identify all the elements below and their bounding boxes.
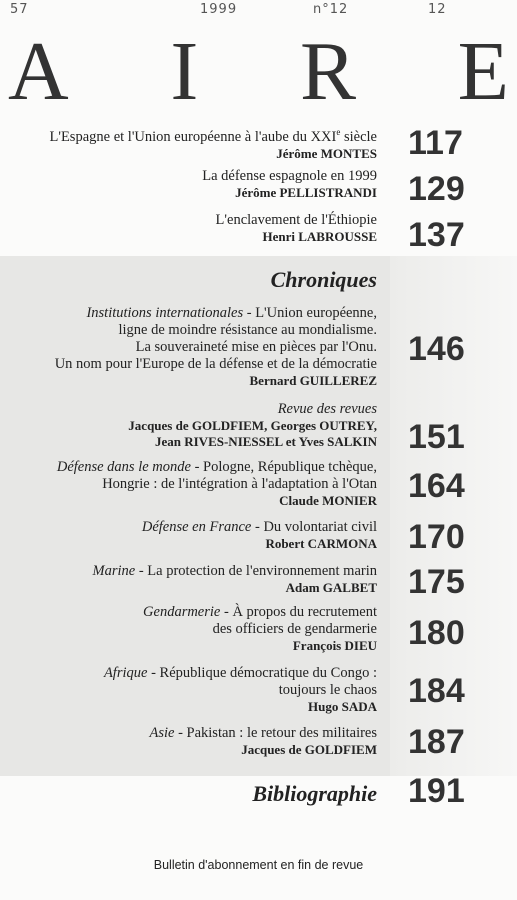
page-number: 146 <box>408 330 465 368</box>
chronique-line: des officiers de gendarmerie <box>212 621 377 637</box>
page-number: 117 <box>408 124 463 162</box>
masthead-letter: E <box>457 25 509 118</box>
chronique-entry[interactable] <box>104 665 377 715</box>
chronique-entry[interactable] <box>55 305 377 389</box>
page-number: 170 <box>408 518 465 556</box>
article-title: La défense espagnole en 1999 <box>202 168 377 184</box>
chronique-author: Robert CARMONA <box>265 536 377 551</box>
page-number: 187 <box>408 723 465 761</box>
article-author: Jérôme MONTES <box>276 145 377 161</box>
chronique-entry[interactable] <box>93 563 377 596</box>
chronique-line: Marine - La protection de l'environnement marin <box>92 563 377 579</box>
chronique-author: Bernard GUILLEREZ <box>249 373 377 388</box>
chronique-line: Défense dans le monde - Pologne, République tchèque, <box>56 459 377 475</box>
masthead-letter: R <box>299 25 356 118</box>
page-number: 137 <box>408 216 465 254</box>
article-title: L'enclavement de l'Éthiopie <box>215 212 377 228</box>
article-title: L'Espagne et l'Union européenne à l'aube du XXIe siècle <box>49 127 377 145</box>
handwritten-note: n°12 <box>313 2 349 17</box>
chronique-line: Institutions internationales - L'Union européenne, <box>86 305 377 321</box>
masthead-letter: A <box>8 25 69 118</box>
chronique-line: Défense en France - Du volontariat civil <box>141 519 377 535</box>
chronique-entry[interactable] <box>143 604 377 654</box>
chronique-author: Jacques de GOLDFIEM <box>241 742 377 757</box>
footer-note: Bulletin d'abonnement en fin de revue <box>153 858 364 872</box>
chronique-line: Gendarmerie - À propos du recrutement <box>143 604 377 620</box>
handwritten-note: 1999 <box>200 2 238 17</box>
chronique-entry[interactable] <box>142 519 377 552</box>
chronique-entry[interactable] <box>128 401 377 450</box>
page-number: 164 <box>408 467 465 505</box>
page-number: 180 <box>408 614 465 652</box>
article-author: Jérôme PELLISTRANDI <box>235 185 377 200</box>
masthead-letter: I <box>170 25 199 118</box>
chronique-line: Afrique - République démocratique du Congo : <box>103 665 377 681</box>
page-number: 175 <box>408 563 465 601</box>
chronique-entry[interactable] <box>149 725 377 758</box>
page-number: 151 <box>408 418 465 456</box>
chronique-author: Jean RIVES-NIESSEL et Yves SALKIN <box>154 434 377 449</box>
chronique-author: Claude MONIER <box>279 493 377 508</box>
chronique-author: Adam GALBET <box>285 580 377 595</box>
chronique-line: La souveraineté mise en pièces par l'Onu. <box>135 339 377 355</box>
masthead <box>8 25 509 118</box>
chronique-line: ligne de moindre résistance au mondialisme. <box>118 322 377 338</box>
article-author: Henri LABROUSSE <box>262 229 377 244</box>
chronique-line: Asie - Pakistan : le retour des militaires <box>149 725 377 741</box>
page-number: 184 <box>408 672 465 710</box>
chronique-line: Hongrie : de l'intégration à l'adaptation à l'Otan <box>102 476 377 492</box>
chronique-line: toujours le chaos <box>278 682 377 698</box>
handwritten-note: 57 <box>10 2 29 17</box>
page-number: 191 <box>408 772 465 810</box>
chroniques-heading: Chroniques <box>270 267 377 292</box>
chronique-line: Revue des revues <box>277 401 377 417</box>
handwritten-note: 12 <box>428 2 447 17</box>
chronique-author: Hugo SADA <box>308 699 377 714</box>
chronique-author: Jacques de GOLDFIEM, Georges OUTREY, <box>128 418 377 433</box>
article-entry[interactable] <box>49 124 377 162</box>
page-number: 129 <box>408 170 465 208</box>
article-entry[interactable] <box>216 212 377 245</box>
article-entry[interactable] <box>202 168 377 201</box>
chronique-entry[interactable] <box>57 459 377 509</box>
chronique-author: François DIEU <box>292 638 377 653</box>
chronique-line: Un nom pour l'Europe de la défense et de la démocratie <box>54 356 377 372</box>
bibliographie-heading[interactable]: Bibliographie <box>252 781 377 806</box>
